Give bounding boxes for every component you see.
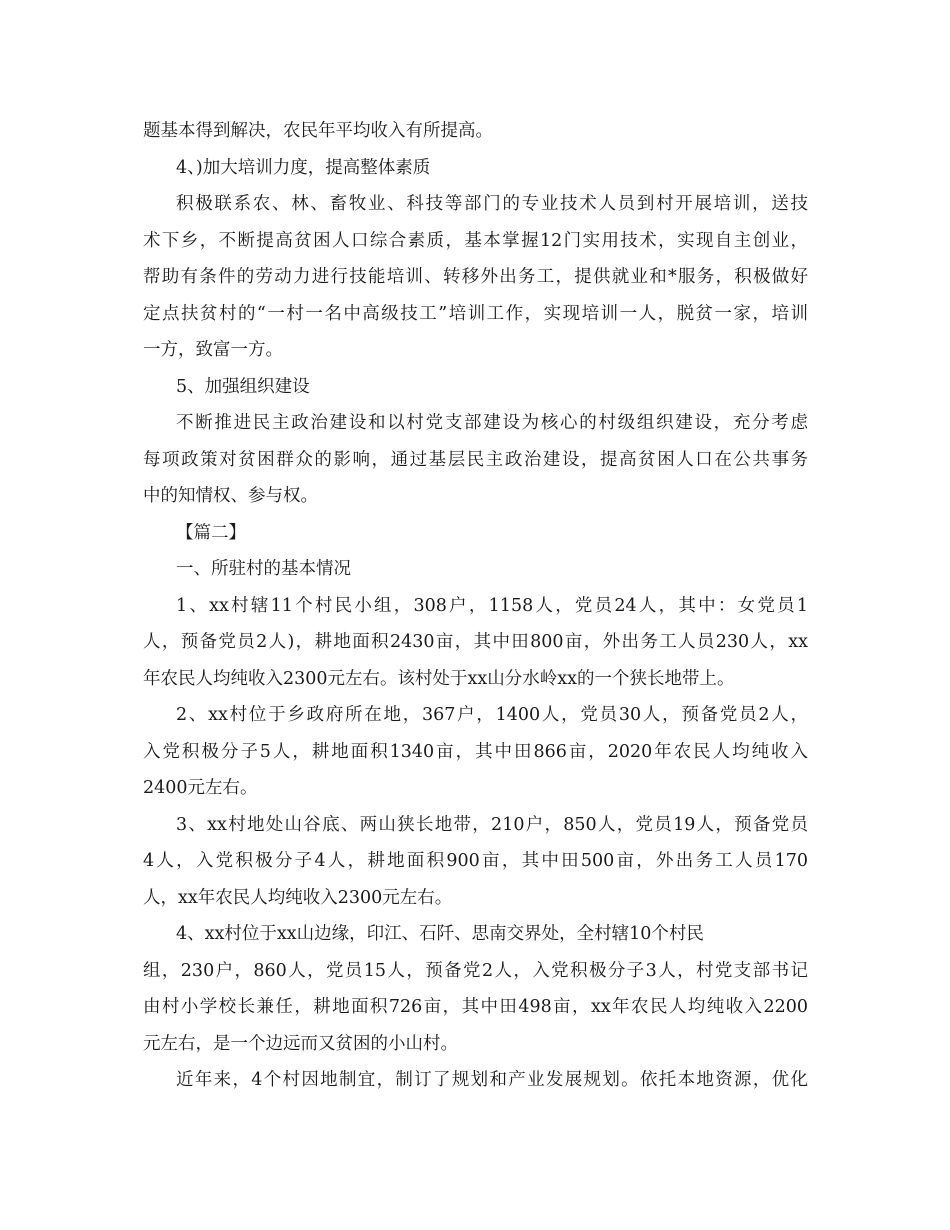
text-line: 3、xx村地处山谷底、两山狭长地带，210户，850人，党员19人，预备党员 [176, 814, 808, 835]
text-line: 一方，致富一方。 [143, 340, 283, 360]
text-line: 年农民人均纯收入2300元左右。该村处于xx山分水岭xx的一个狭长地带上。 [143, 668, 735, 689]
text-line: 4、)加大培训力度，提高整体素质 [176, 157, 431, 178]
text-line: 中的知情权、参与权。 [143, 486, 318, 506]
text-line: 入党积极分子5人，耕地面积1340亩，其中田866亩，2020年农民人均纯收入 [143, 741, 808, 762]
text-line: 5、加强组织建设 [176, 376, 310, 397]
text-line: 每项政策对贫困群众的影响，通过基层民主政治建设，提高贫困人口在公共事务 [143, 449, 808, 470]
text-line: 近年来，4个村因地制宜，制订了规划和产业发展规划。依托本地资源，优化 [176, 1070, 808, 1090]
text-line: 题基本得到解决，农民年平均收入有所提高。 [143, 121, 493, 141]
text-line: 2、xx村位于乡政府所在地，367户，1400人，党员30人，预备党员2人， [176, 705, 808, 725]
text-line: 一、所驻村的基本情况 [176, 559, 351, 579]
text-line: 由村小学校长兼任，耕地面积726亩，其中田498亩，xx年农民人均纯收入2200 [143, 997, 808, 1017]
text-line: 积极联系农、林、畜牧业、科技等部门的专业技术人员到村开展培训，送技 [176, 194, 808, 214]
text-line: 定点扶贫村的“一村一名中高级技工”培训工作，实现培训一人，脱贫一家，培训 [143, 303, 808, 324]
text-line: 【篇二】 [176, 522, 246, 543]
text-line: 元左右，是一个边远而又贫困的小山村。 [143, 1033, 458, 1054]
text-line: 1、xx村辖11个村民小组，308户，1158人，党员24人，其中：女党员1 [176, 595, 808, 616]
document-body [143, 113, 808, 1099]
text-line: 4人，入党积极分子4人，耕地面积900亩，其中田500亩，外出务工人员170 [143, 851, 808, 871]
text-line: 组，230户，860人，党员15人，预备党2人，入党积极分子3人，村党支部书记 [143, 960, 808, 981]
text-line: 4、xx村位于xx山边缘，印江、石阡、思南交界处，全村辖10个村民 [176, 924, 704, 944]
text-line: 术下乡，不断提高贫困人口综合素质，基本掌握12门实用技术，实现自主创业， [143, 230, 808, 251]
text-line: 人，xx年农民人均纯收入2300元左右。 [143, 887, 453, 908]
text-line: 2400元左右。 [143, 778, 258, 798]
text-line: 不断推进民主政治建设和以村党支部建设为核心的村级组织建设，充分考虑 [176, 413, 808, 433]
text-line: 人，预备党员2人)，耕地面积2430亩，其中田800亩，外出务工人员230人，xx [143, 632, 808, 652]
text-line: 帮助有条件的劳动力进行技能培训、转移外出务工，提供就业和*服务，积极做好 [143, 267, 808, 287]
